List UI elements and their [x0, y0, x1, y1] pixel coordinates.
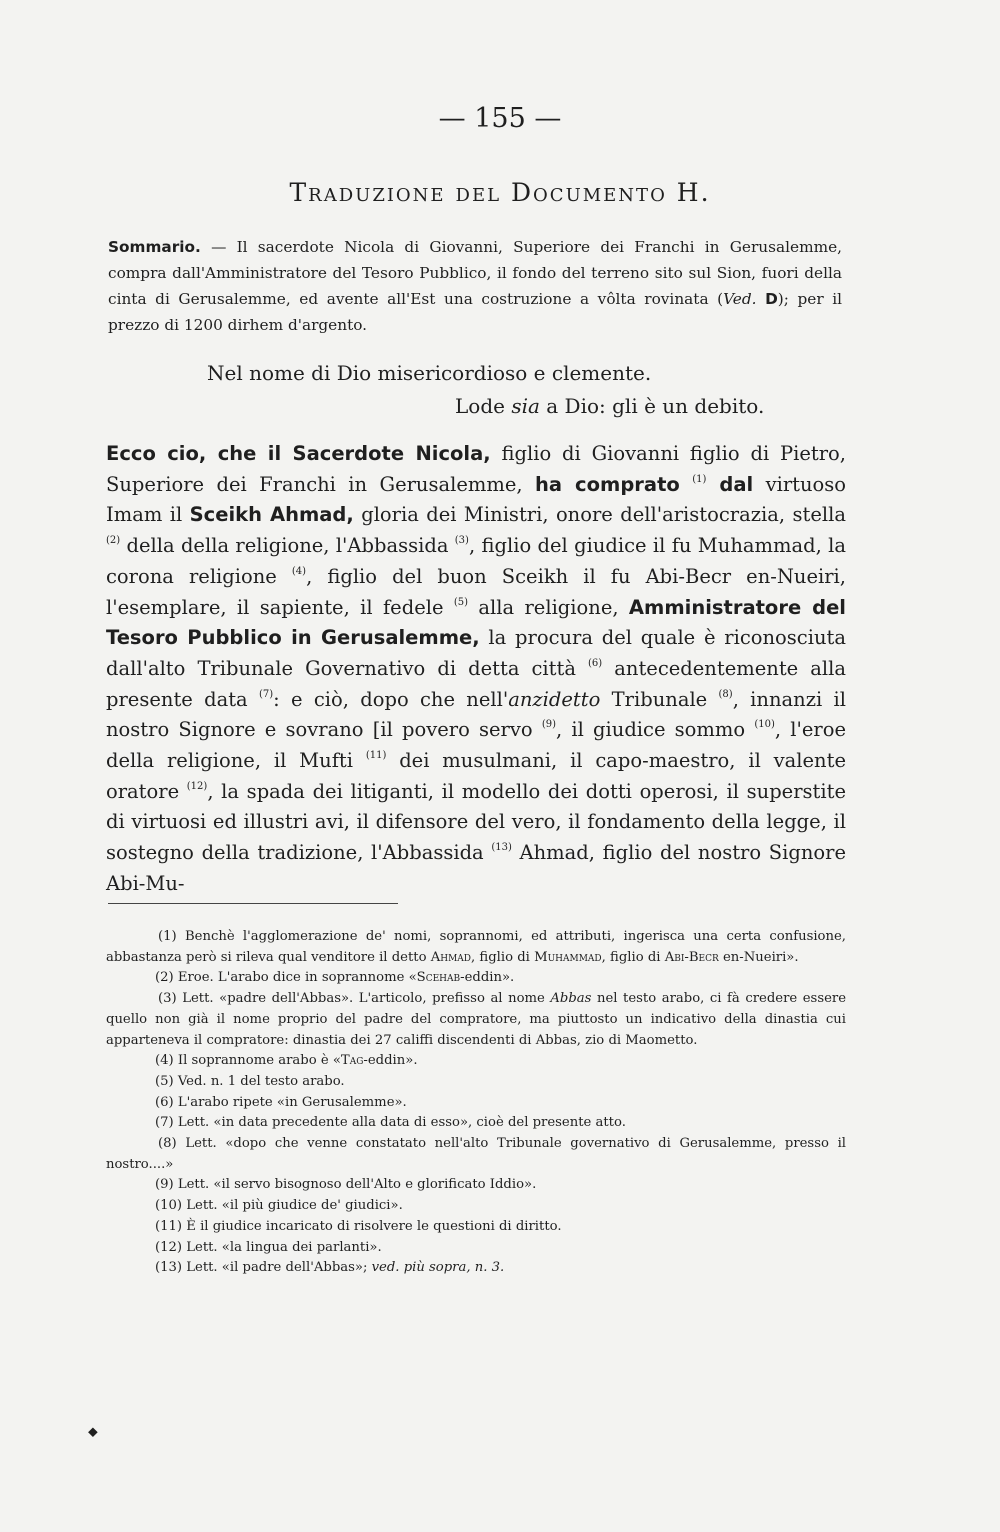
invocation-line-1: Nel nome di Dio misericordioso e clemente. — [207, 361, 652, 385]
body-text: gloria dei Ministri, onore dell'aristocrazia, stella — [353, 503, 846, 527]
invocation-line-2 — [455, 394, 764, 418]
invocation-text-b: a Dio: gli è un debito. — [539, 394, 765, 418]
footnote-ref: (9) — [541, 719, 556, 731]
footnote-7: (7) Lett. «in data precedente alla data di esso», cioè del presente atto. — [155, 1115, 626, 1131]
footnote-3: (3) Lett. «padre dell'Abbas». L'articolo, prefisso al nome Abbas nel testo arabo, ci fà credere essere quello non già il nome proprio del padre del compratore, ma piuttosto un indicativo della dinastia cui apparteneva il compratore: dinastia dei 27 califfi discendenti di Abbas, zio di Maometto. — [106, 991, 846, 1048]
footnote-6: (6) L'arabo ripete «in Gerusalemme». — [155, 1094, 407, 1110]
footnote-1: (1) Benchè l'agglomerazione de' nomi, soprannomi, ed attributi, ingerisca una certa confusione, abbastanza però si rileva qual venditore il detto Ahmad, figlio di Muhammad, figlio di Abi-Becr en-Nueiri». — [106, 929, 846, 965]
footnote-5: (5) Ved. n. 1 del testo arabo. — [155, 1073, 345, 1089]
footnote-8: (8) Lett. «dopo che venne constatato nell'alto Tribunale governativo di Gerusalemme, presso il nostro....» — [106, 1136, 846, 1172]
footnote-ref: (4) — [291, 565, 307, 577]
body-italic: anzidetto — [508, 687, 601, 711]
page-number: — 155 — — [438, 103, 562, 134]
body-text: : e ciò, dopo che nell' — [273, 687, 509, 711]
body-text: , l'eroe della religione, il Mufti — [106, 718, 846, 773]
invocation-sia: sia — [511, 394, 540, 418]
footnote-12: (12) Lett. «la lingua dei parlanti». — [155, 1239, 382, 1255]
footnote-10: (10) Lett. «il più giudice de' giudici». — [155, 1198, 403, 1214]
summary-text-2: ); per il prezzo di 1200 dirhem d'argento. — [108, 290, 843, 334]
footnote-ref: (8) — [718, 688, 733, 700]
footnote-9: (9) Lett. «il servo bisognoso dell'Alto e glorificato Iddio». — [155, 1177, 537, 1193]
body-text: , la spada dei litiganti, il modello dei dotti operosi, il superstite di virtuosi ed illustri avi, il difensore del vero, il fondamento della legge, il sostegno della tradizione, l'Abbassida — [106, 779, 846, 865]
body-text: della della religione, l'Abbassida — [120, 534, 455, 558]
body-paragraph — [106, 439, 846, 900]
body-text: , figlio del buon Sceikh il fu Abi-Becr en-Nueiri, l'esemplare, il sapiente, il fedele — [106, 564, 846, 619]
body-text: virtuoso Imam il — [106, 472, 847, 527]
footnote-ref: (12) — [186, 780, 208, 792]
invocation-text-a: Lode — [455, 394, 512, 418]
summary-paragraph — [108, 234, 842, 338]
footnote-4: (4) Il soprannome arabo è «Tag-eddin». — [155, 1053, 418, 1069]
body-strong: Ecco cio, che il Sacerdote Nicola, — [106, 442, 491, 465]
footnote-ref: (6) — [588, 657, 603, 669]
body-text: , innanzi il nostro Signore e sovrano [il povero servo — [106, 687, 846, 742]
body-text: Ahmad, figlio del nostro Signore Abi-Mu- — [106, 841, 846, 895]
summary-d: D — [765, 290, 778, 308]
body-strong: ha comprato — [535, 472, 680, 496]
body-text: , figlio del giudice il fu Muhammad, la corona religione — [106, 534, 846, 588]
body-text: la procura del quale è riconosciuta dall'alto Tribunale Governativo di detta città — [106, 626, 846, 680]
footnote-separator — [108, 903, 398, 904]
footnotes — [106, 927, 846, 1279]
body-strong: dal — [706, 472, 754, 496]
body-text: Tribunale — [600, 687, 719, 711]
footnote-ref: (13) — [491, 842, 512, 854]
body-text: figlio di Giovanni figlio di Pietro, Superiore dei Franchi in Gerusalemme, — [106, 442, 846, 496]
footnote-13: (13) Lett. «il padre dell'Abbas»; ved. più sopra, n. 3. — [155, 1260, 505, 1276]
footnote-ref: (11) — [365, 750, 387, 762]
footnote-ref: (5) — [453, 596, 469, 608]
footnote-ref: (1) — [692, 473, 707, 485]
footnote-ref: (7) — [258, 688, 274, 700]
body-strong: Amministratore del Tesoro Pubblico in Gerusalemme, — [106, 595, 846, 650]
footnote-ref: (10) — [754, 719, 775, 731]
body-text: alla religione, — [468, 595, 629, 619]
footnote-ref: (3) — [454, 535, 469, 547]
summary-ved: Ved. — [723, 290, 757, 308]
body-text: antecedentemente alla presente data — [106, 656, 846, 711]
summary-lead: Sommario. — [108, 238, 201, 256]
body-strong: Sceikh Ahmad, — [189, 503, 354, 527]
footnote-2: (2) Eroe. L'arabo dice in soprannome «Scehab-eddin». — [155, 970, 515, 986]
summary-text-1: — Il sacerdote Nicola di Giovanni, Superiore dei Franchi in Gerusalemme, compra dall'Amministratore del Tesoro Pubblico, il fondo del terreno sito sul Sion, fuori della cinta di Gerusalemme, ed avente all'Est una costruzione a vôlta rovinata ( — [108, 238, 842, 308]
body-text: dei musulmani, il capo-maestro, il valente oratore — [106, 749, 846, 803]
footnote-11: (11) È il giudice incaricato di risolvere le questioni di diritto. — [155, 1218, 562, 1234]
printer-mark-icon: ⬥ — [88, 1424, 98, 1440]
body-text: , il giudice sommo — [556, 718, 755, 742]
footnote-ref: (2) — [106, 535, 121, 547]
document-title: Traduzione del Documento H. — [289, 178, 711, 207]
